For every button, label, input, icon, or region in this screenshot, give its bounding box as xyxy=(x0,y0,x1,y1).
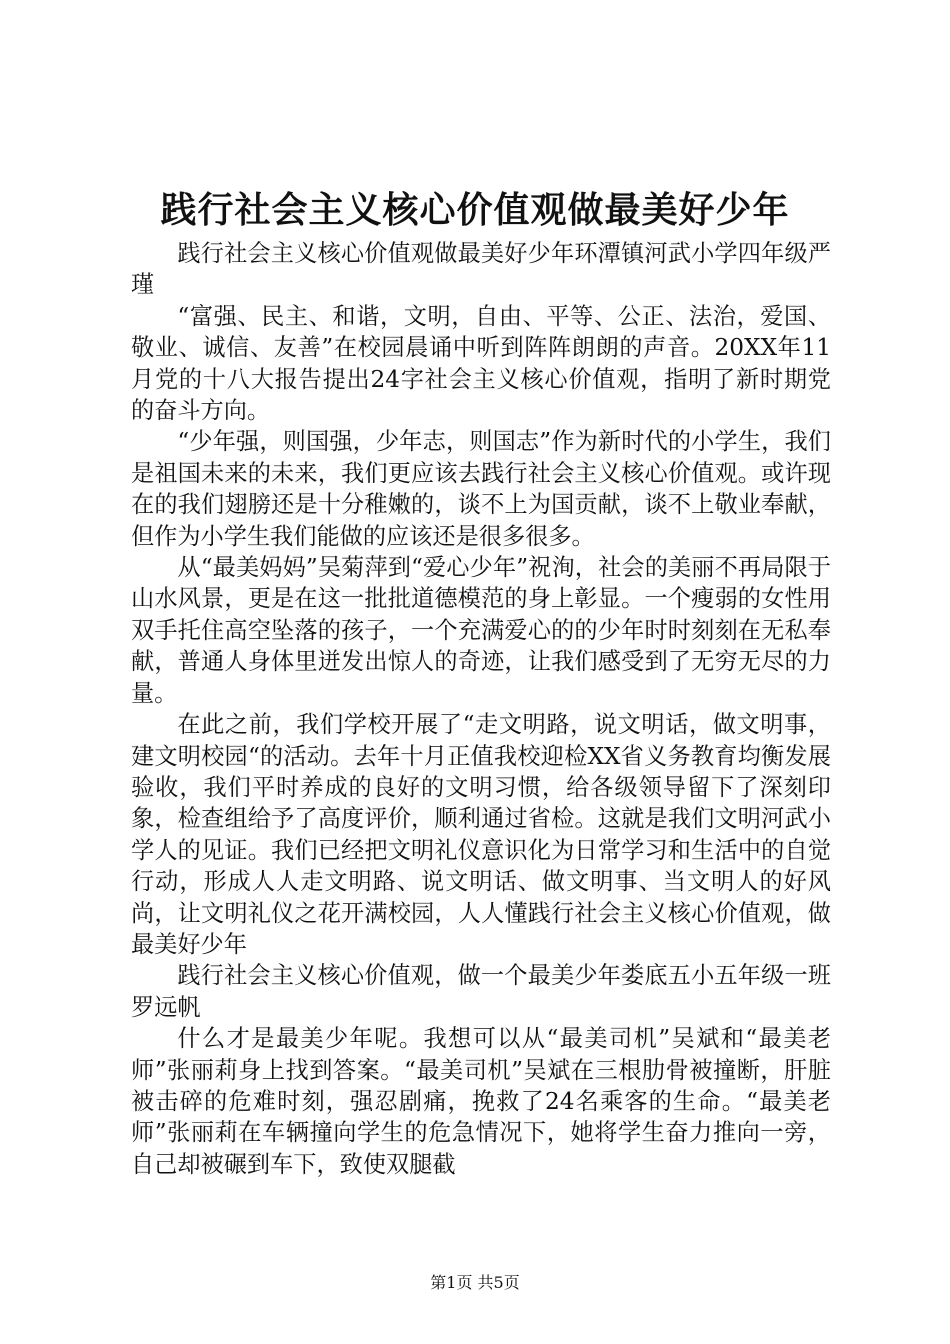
document-body xyxy=(131,238,831,1180)
paragraph: “少年强，则国强，少年志，则国志”作为新时代的小学生，我们是祖国未来的未来，我们更应该去践行社会主义核心价值观。或许现在的我们翅膀还是十分稚嫩的，谈不上为国贡献，谈不上敬业奉献，但作为小学生我们能做的应该还是很多很多。 xyxy=(131,428,831,550)
paragraph: 从“最美妈妈”吴菊萍到“爱心少年”祝洵，社会的美丽不再局限于山水风景，更是在这一批批道德模范的身上彰显。一个瘦弱的女性用双手托住高空坠落的孩子，一个充满爱心的的少年时时刻刻在无私奉献，普通人身体里迸发出惊人的奇迹，让我们感受到了无穷无尽的力量。 xyxy=(131,554,831,707)
document-title: 践行社会主义核心价值观做最美好少年 xyxy=(160,189,790,231)
paragraph: 什么才是最美少年呢。我想可以从“最美司机”吴斌和“最美老师”张丽莉身上找到答案。“最美司机”吴斌在三根肋骨被撞断，肝脏被击碎的危难时刻，强忍剧痛，挽救了24名乘客的生命。“最美老师”张丽莉在车辆撞向学生的危急情况下，她将学生奋力推向一旁，自己却被碾到车下，致使双腿截 xyxy=(131,1025,831,1178)
paragraph: “富强、民主、和谐，文明，自由、平等、公正、法治，爱国、敬业、诚信、友善”在校园晨诵中听到阵阵朗朗的声音。20XX年11月党的十八大报告提出24字社会主义核心价值观，指明了新时期党的奋斗方向。 xyxy=(131,302,831,425)
paragraph: 在此之前，我们学校开展了“走文明路，说文明话，做文明事，建文明校园“的活动。去年十月正值我校迎检XX省义务教育均衡发展验收，我们平时养成的良好的文明习惯，给各级领导留下了深刻印象，检查组给予了高度评价，顺利通过省检。这就是我们文明河武小学人的见证。我们已经把文明礼仪意识化为日常学习和生活中的自觉行动，形成人人走文明路、说文明话、做文明事、当文明人的好风尚，让文明礼仪之花开满校园，人人懂践行社会主义核心价值观，做最美好少年 xyxy=(131,711,831,958)
paragraph: 践行社会主义核心价值观做最美好少年环潭镇河武小学四年级严瑾 xyxy=(131,240,831,299)
paragraph: 践行社会主义核心价值观，做一个最美少年娄底五小五年级一班罗远帆 xyxy=(131,962,831,1021)
page-number-footer: 第1页 共5页 xyxy=(430,1273,520,1292)
